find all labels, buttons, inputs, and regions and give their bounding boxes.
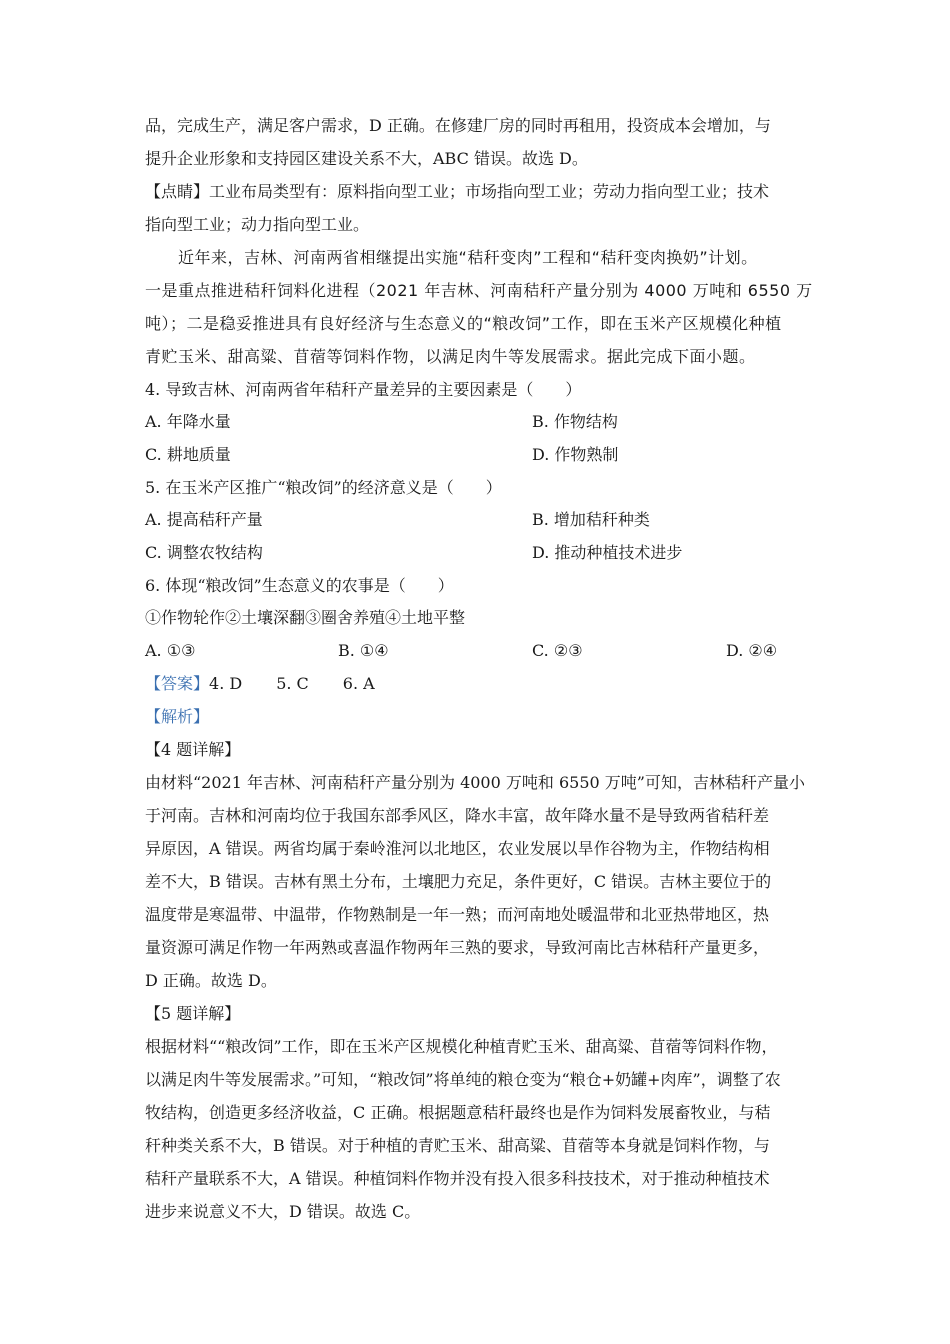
question-4-stem: 4. 导致吉林、河南两省年秸秆产量差异的主要因素是（ ） bbox=[145, 380, 582, 399]
paragraph-line: 品，完成生产，满足客户需求，D 正确。在修建厂房的同时再租用，投资成本会增加，与 bbox=[145, 116, 771, 135]
q4-option-a: A. 年降水量 bbox=[145, 412, 231, 431]
answer-tag: 【答案】 bbox=[145, 674, 210, 693]
detail-5-line: 进步来说意义不大，D 错误。故选 C。 bbox=[145, 1202, 421, 1221]
detail-5-line: 牧结构，创造更多经济收益，C 正确。根据题意秸秆最终也是作为饲料发展畜牧业，与秸 bbox=[145, 1103, 771, 1122]
dianjing-tag: 【点睛】 bbox=[145, 182, 210, 201]
q4-option-b: B. 作物结构 bbox=[532, 412, 618, 431]
question-6-stem: 6. 体现“粮改饲”生态意义的农事是（ ） bbox=[145, 576, 454, 595]
detail-5-line: 以满足肉牛等发展需求。”可知，“粮改饲”将单纯的粮仓变为“粮仓+奶罐+肉库”，调整了农 bbox=[145, 1070, 781, 1089]
question-5-stem: 5. 在玉米产区推广“粮改饲”的经济意义是（ ） bbox=[145, 478, 502, 497]
analysis-tag: 【解析】 bbox=[145, 707, 210, 726]
detail-4-line: 异原因，A 错误。两省均属于秦岭淮河以北地区，农业发展以旱作谷物为主，作物结构相 bbox=[145, 839, 770, 858]
q5-option-a: A. 提高秸秆产量 bbox=[145, 510, 263, 529]
material-line: 近年来，吉林、河南两省相继提出实施“秸秆变肉”工程和“秸秆变肉换奶”计划。 bbox=[178, 248, 758, 267]
detail-5-line: 秸秆产量联系不大，A 错误。种植饲料作物并没有投入很多科技技术，对于推动种植技术 bbox=[145, 1169, 770, 1188]
dianjing-line bbox=[145, 180, 810, 204]
material-line: 吨）；二是稳妥推进具有良好经济与生态意义的“粮改饲”工作，即在玉米产区规模化种植 bbox=[145, 314, 782, 333]
paragraph-line: 提升企业形象和支持园区建设关系不大，ABC 错误。故选 D。 bbox=[145, 149, 588, 168]
answer-4: 4. D bbox=[209, 674, 243, 693]
detail-5-line: 根据材料““粮改饲”工作，即在玉米产区规模化种植青贮玉米、甜高粱、苜蓿等饲料作物， bbox=[145, 1037, 778, 1056]
detail-5-line: 秆种类关系不大，B 错误。对于种植的青贮玉米、甜高粱、苜蓿等本身就是饲料作物，与 bbox=[145, 1136, 770, 1155]
q4-option-c: C. 耕地质量 bbox=[145, 445, 231, 464]
q5-option-b: B. 增加秸秆种类 bbox=[532, 510, 650, 529]
answer-5: 5. C bbox=[276, 674, 309, 693]
q5-option-c: C. 调整农牧结构 bbox=[145, 543, 263, 562]
q6-option-d: D. ②④ bbox=[726, 641, 778, 660]
detail-4-line: 由材料“2021 年吉林、河南秸秆产量分别为 4000 万吨和 6550 万吨”可知，吉林秸秆产量小 bbox=[145, 773, 805, 792]
material-line: 青贮玉米、甜高粱、苜蓿等饲料作物，以满足肉牛等发展需求。据此完成下面小题。 bbox=[145, 347, 756, 366]
detail-4-title: 【4 题详解】 bbox=[145, 740, 241, 759]
detail-4-line: 量资源可满足作物一年两熟或喜温作物两年三熟的要求，导致河南比吉林秸秆产量更多， bbox=[145, 938, 770, 957]
material-line: 一是重点推进秸秆饲料化进程（2021 年吉林、河南秸秆产量分别为 4000 万吨和 6550 万 bbox=[145, 281, 813, 300]
detail-4-line: D 正确。故选 D。 bbox=[145, 971, 277, 990]
dianjing-text: 工业布局类型有：原料指向型工业；市场指向型工业；劳动力指向型工业；技术 bbox=[209, 182, 770, 201]
q6-option-a: A. ①③ bbox=[145, 641, 196, 660]
q5-option-d: D. 推动种植技术进步 bbox=[532, 543, 683, 562]
q4-option-d: D. 作物熟制 bbox=[532, 445, 619, 464]
detail-4-line: 差不大，B 错误。吉林有黑土分布，土壤肥力充足，条件更好，C 错误。吉林主要位于的 bbox=[145, 872, 772, 891]
dianjing-line-2: 指向型工业；动力指向型工业。 bbox=[145, 215, 370, 234]
detail-5-title: 【5 题详解】 bbox=[145, 1004, 241, 1023]
question-6-items: ①作物轮作②土壤深翻③圈舍养殖④土地平整 bbox=[145, 608, 466, 627]
detail-4-line: 于河南。吉林和河南均位于我国东部季风区，降水丰富，故年降水量不是导致两省秸秆差 bbox=[145, 806, 770, 825]
answer-line bbox=[145, 672, 810, 696]
q6-option-b: B. ①④ bbox=[338, 641, 389, 660]
answer-6: 6. A bbox=[342, 674, 375, 693]
detail-4-line: 温度带是寒温带、中温带，作物熟制是一年一熟；而河南地处暖温带和北亚热带地区，热 bbox=[145, 905, 770, 924]
q6-option-c: C. ②③ bbox=[532, 641, 583, 660]
